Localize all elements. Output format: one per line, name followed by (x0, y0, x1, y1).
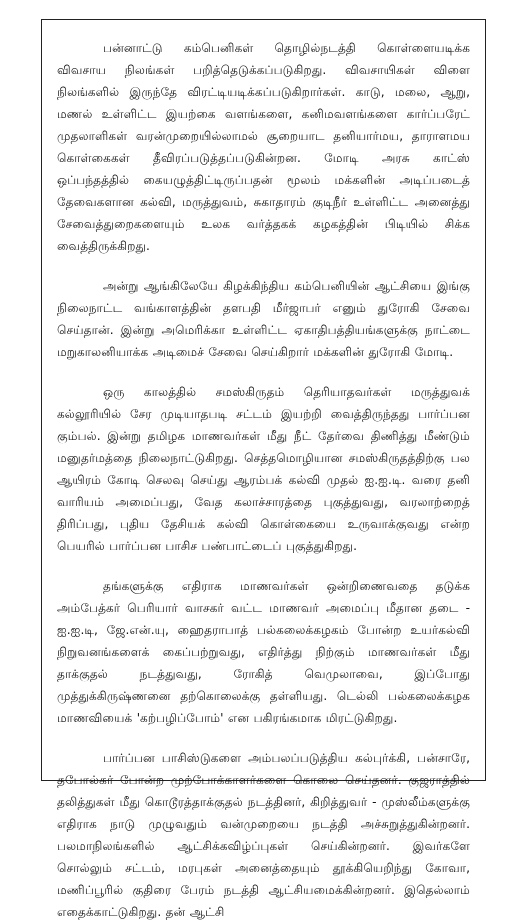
paragraph-2: அன்று ஆங்கிலேயே கிழக்கிந்திய கம்பெனியின் ஆட்சியை இங்கு நிலைநாட்ட வங்காளத்தின் தளபதி மீர்ஜாபர் எனும் துரோகி சேவை செய்தான். இன்று அமெரிக்கா உள்ளிட்ட ஏகாதிபத்தியங்களுக்கு நாட்டை மறுகாலனியாக்க அடிமைச் சேவை செய்கிறார் மக்களின் துரோகி மோடி. (57, 279, 470, 359)
paragraph-1: பன்னாட்டு கம்பெனிகள் தொழில்நடத்தி கொள்ளையடிக்க விவசாய நிலங்கள் பறித்தெடுக்கப்படுகிறது. விவசாயிகள் விளை நிலங்களில் இருந்தே விரட்டியடிக்கப்படுகிறார்கள். காடு, மலை, ஆறு, மணல் உள்ளிட்ட இயற்கை வளங்களை, கனிமவளங்களை கார்ப்பரேட் முதலாளிகள் வரன்முறையில்லாமல் சூறையாட தனியார்மய, தாராளமய கொள்கைகள் தீவிரப்படுத்தப்படுகின்றன. மோடி அரசு காட்ஸ் ஒப்பந்தத்தில் கையழுத்திட்டிருப்பதன் மூலம் மக்களின் அடிப்படைத் தேவைகளான கல்வி, மருத்துவம், சுகாதாரம் குடிநீர் உள்ளிட்ட அனைத்து சேவைத்துறைகளையும் உலக வர்த்தகக் கழகத்தின் பிடியில் சிக்க வைத்திருக்கிறது. (57, 41, 470, 253)
paragraph-3: ஒரு காலத்தில் சமஸ்கிருதம் தெரியாதவர்கள் மருத்துவக் கல்லூரியில் சேர முடியாதபடி சட்டம் இயற்றி வைத்திருந்தது பார்ப்பன கும்பல். இன்று தமிழக மாணவர்கள் மீது நீட் தேர்வை திணித்து மீண்டும் மனுதர்மத்தை நிலைநாட்டுகிறது. செத்தமொழியான சமஸ்கிருதத்திற்கு பல ஆயிரம் கோடி செலவு செய்து ஆரம்பக் கல்வி முதல் ஐ.ஐ.டி. வரை தனி வாரியம் அமைப்பது, வேத கலாச்சாரத்தை புகுத்துவது, வரலாற்றைத் திரிப்பது, புதிய தேசியக் கல்வி கொள்கையை உருவாக்குவது என்ற பெயரில் பார்ப்பன பாசிச பண்பாட்டைப் புகுத்துகிறது. (57, 385, 470, 553)
page-frame (41, 19, 486, 919)
paragraph-4: தங்களுக்கு எதிராக மாணவர்கள் ஒன்றிணைவதை தடுக்க அம்பேத்கர் பெரியார் வாசகர் வட்ட மாணவர் அமைப்பு மீதான தடை - ஐ.ஐ.டி, ஜே.என்.யு, ஹைதராபாத் பல்கலைக்கழகம் போன்ற உயர்கல்வி நிறுவனங்களைக் கைப்பற்றுவது, எதிர்த்து நிற்கும் மாணவர்கள் மீது தாக்குதல் நடத்துவது, ரோகித் வெமுலாவை, இப்போது முத்துக்கிருஷ்ணனை தற்கொலைக்கு தள்ளியது. டெல்லி பல்கலைக்கழக மாணவியைக் 'கற்பழிப்போம்' என பகிரங்கமாக மிரட்டுகிறது. (57, 579, 470, 725)
paragraph-5: பார்ப்பன பாசிஸ்டுகளை அம்பலப்படுத்திய கல்புர்க்கி, பன்சாரே, தபோல்கர் போன்ற முற்போக்காளர்களை கொலை செய்தனர். குஜராத்தில் தலித்துகள் மீது கொடூரத்தாக்குதல் நடத்தினர், கிறித்துவர் - முஸ்லீம்களுக்கு எதிராக நாடு முழுவதும் வன்முறையை நடத்தி அச்சுறுத்துகின்றனர். பலமாநிலங்களில் ஆட்சிக்கவிழ்ப்புகள் செய்கின்றனர். இவர்களே சொல்லும் சட்டம், மரபுகள் அனைத்தையும் தூக்கியெறிந்து கோவா, மணிப்பூரில் குதிரை பேரம் நடத்தி ஆட்சியமைக்கின்றனர். இதெல்லாம் எதைக்காட்டுகிறது. தன் ஆட்சி (57, 751, 470, 919)
